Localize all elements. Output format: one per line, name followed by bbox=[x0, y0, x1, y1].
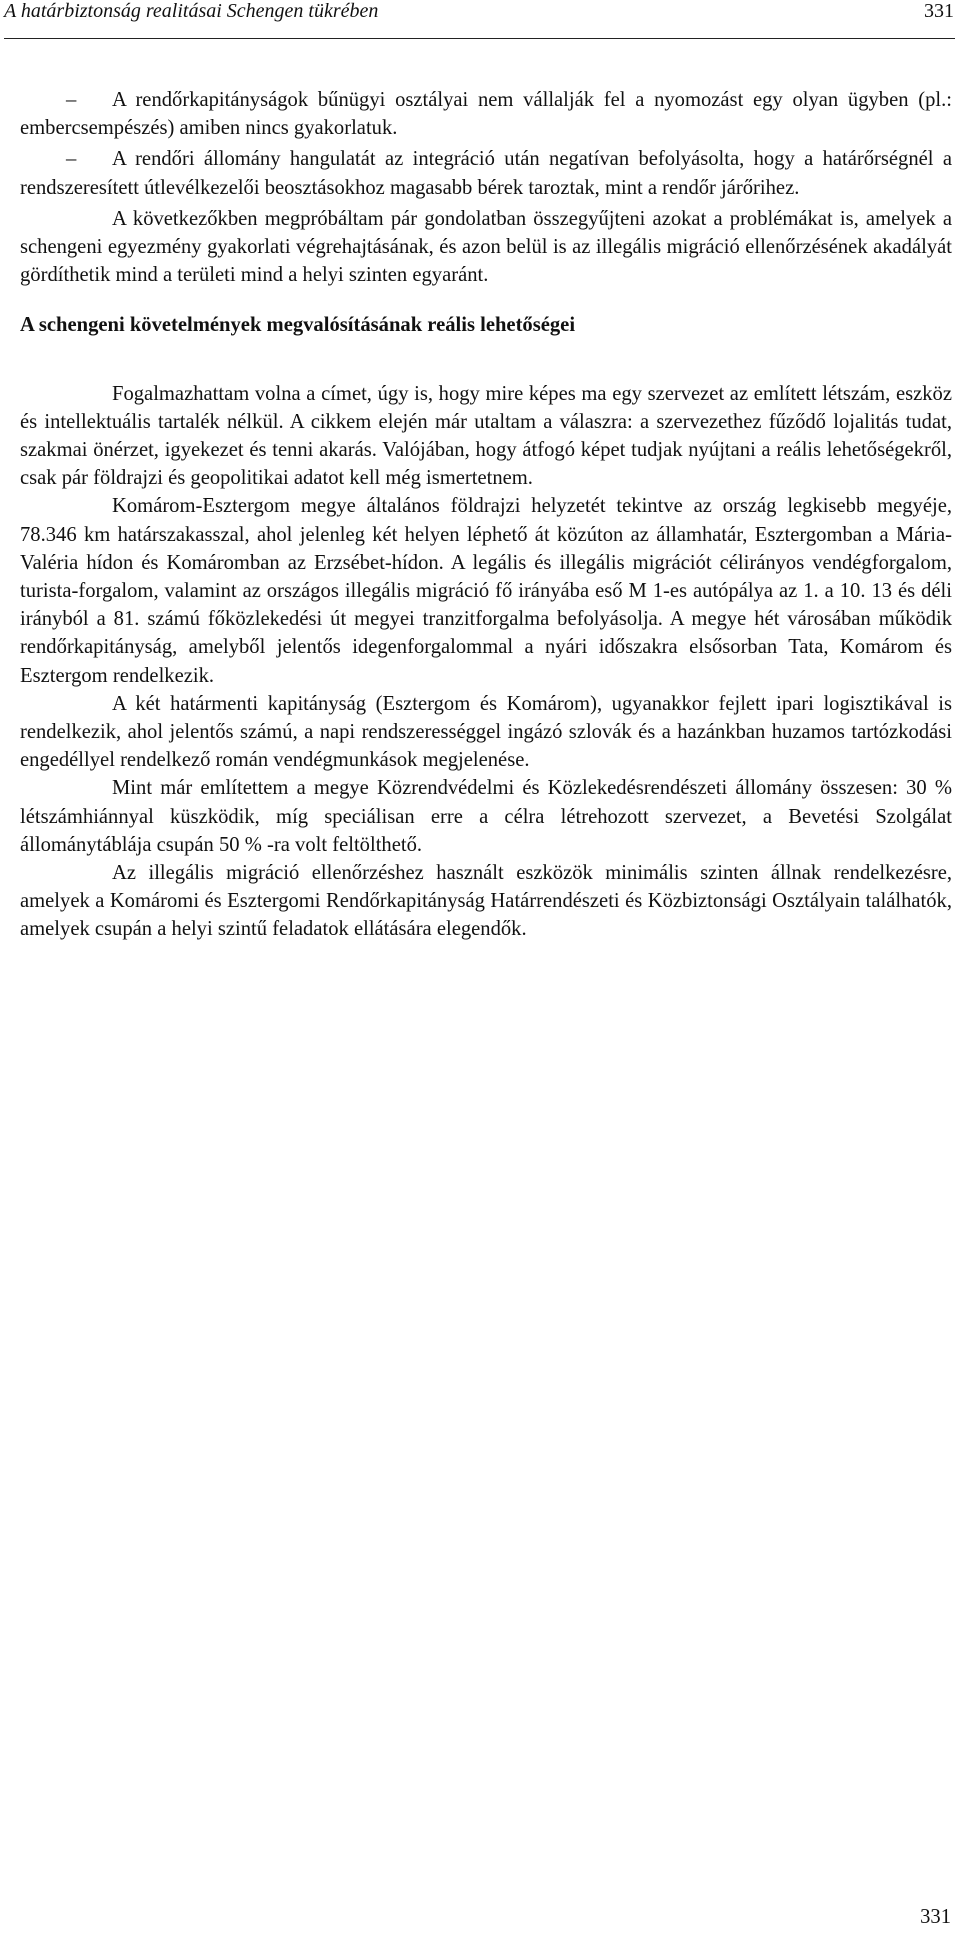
body-paragraph: Mint már említettem a megye Közrendvédelmi és Közlekedésrendészeti állomány összesen: 30 % létszámhiánnyal küszködik, míg speciálisan erre a célra létrehozott szervezet, a Bevetési Szolgálat állománytáblája csupán 50 % -ra volt feltölthető. bbox=[20, 777, 952, 856]
body-paragraph: Komárom-Esztergom megye általános földrajzi helyzetét tekintve az ország legkisebb megyéje, 78.346 km határszakasszal, ahol jelenleg két helyen léphető át közúton az államhatár, Esztergomban a Mária-Valéria hídon és Komáromban az Erzsébet-hídon. A legális és illegális migrációt célirányos vendégforgalom, turista-forgalom, valamint az országos illegális migráció fő irányába eső M 1-es autópálya az 1. a 10. 13 és déli irányból a 81. számú főközlekedési út megyei tranzitforgalma befolyásolja. A megye hét városában működik rendőrkapitányság, amelyből jelentős idegenforgalommal a nyári időszakra elsősorban Tata, Komárom és Esztergom rendelkezik. bbox=[20, 495, 952, 687]
running-header-title: A határbiztonság realitásai Schengen tükrében bbox=[4, 0, 379, 22]
list-item bbox=[20, 145, 952, 201]
body-paragraph: A két határmenti kapitányság (Esztergom és Komárom), ugyanakkor fejlett ipari logisztikával is rendelkezik, ahol jelentős számú, a napi rendszerességgel ingázó szlovák és a hazánkban huzamos tartózkodási engedéllyel rendelkező román vendégmunkások megjelenése. bbox=[20, 692, 952, 772]
section-heading: A schengeni követelmények megvalósításának reális lehetőségei bbox=[20, 314, 576, 337]
body-paragraph: Fogalmazhattam volna a címet, úgy is, hogy mire képes ma egy szervezet az említett létszám, eszköz és intellektuális tartalék nélkül. A cikkem elején már utaltam a válaszra: a szervezethez fűződő lojalitás tudat, szakmai önérzet, igyekezet és tenni akarás. Valójában, hogy átfogó képet tudjak nyújtani a reális lehetőségekről, csak pár földrajzi és geopolitikai adatot kell még ismertetnem. bbox=[20, 382, 952, 490]
footer-page-number: 331 bbox=[920, 1906, 951, 1928]
list-item-text: A rendőrkapitányságok bűnügyi osztályai nem vállalják fel a nyomozást egy olyan ügyben (pl.: embercsempészés) amiben nincs gyakorlatuk. bbox=[20, 89, 952, 140]
intro-paragraph: A következőkben megpróbáltam pár gondolatban összegyűjteni azokat a problémákat is, amelyek a schengeni egyezmény gyakorlati végrehajtásának, és azon belül is az illegális migráció ellenőrzésének akadályát gördíthetik mind a területi mind a helyi szinten egyaránt. bbox=[20, 207, 952, 287]
running-header-page-number: 331 bbox=[924, 0, 954, 22]
list-dash: – bbox=[66, 148, 77, 171]
running-header bbox=[4, 0, 955, 39]
list-dash: – bbox=[66, 89, 77, 111]
list-item bbox=[20, 86, 952, 142]
body-paragraph: Az illegális migráció ellenőrzéshez használt eszközök minimális szinten állnak rendelkezésre, amelyek a Komáromi és Esztergomi Rendőrkapitányság Határrendészeti és Közbiztonsági Osztályain találhatók, amelyek csupán a helyi szintű feladatok ellátására elegendők. bbox=[20, 862, 952, 941]
document-body bbox=[20, 86, 952, 944]
list-item-text: A rendőri állomány hangulatát az integráció után negatívan befolyásolta, hogy a határőrségnél a rendszeresített útlevélkezelői beosztásokhoz magasabb bérek taroztak, mint a rendőr járőrihez. bbox=[20, 148, 952, 199]
